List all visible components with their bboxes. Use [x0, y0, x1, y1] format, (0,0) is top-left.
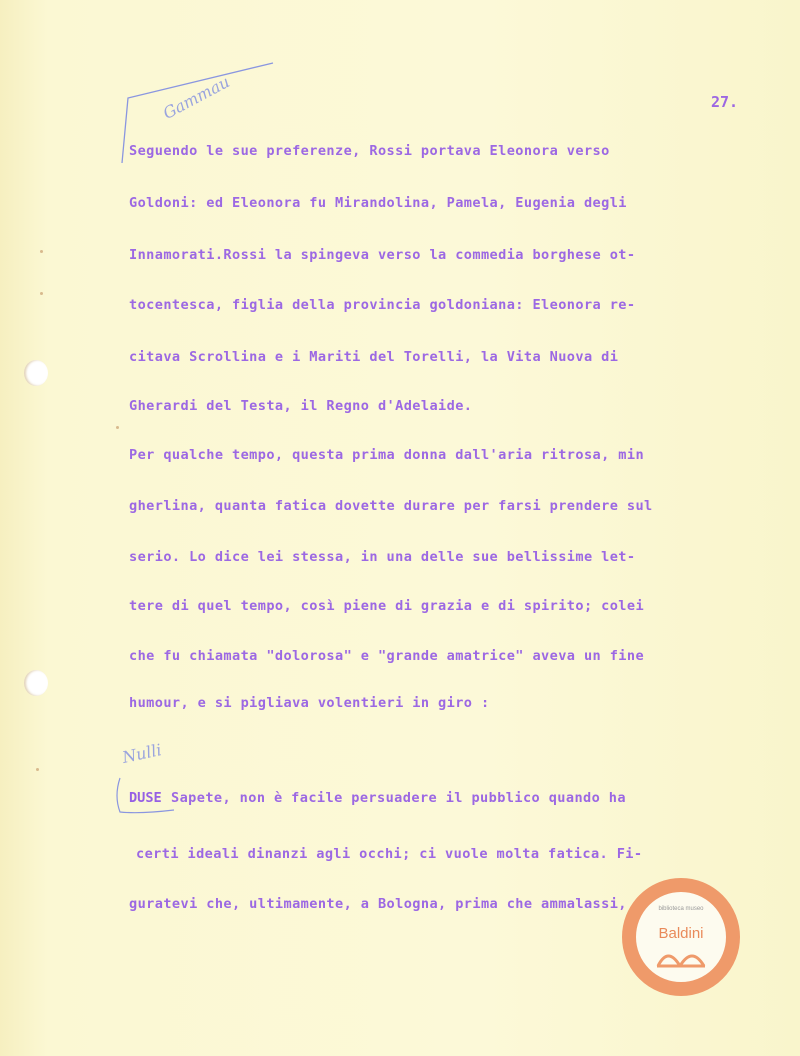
text-line: Gherardi del Testa, il Regno d'Adelaide. — [129, 398, 473, 414]
page-number: 27. — [711, 93, 739, 111]
text-line: Per qualche tempo, questa prima donna dall'aria ritrosa, min — [129, 447, 645, 463]
text-line: Innamorati.Rossi la spingeva verso la commedia borghese ot- — [129, 247, 636, 263]
stamp-subtext: biblioteca museo — [658, 906, 704, 912]
paper-speck — [36, 768, 39, 771]
punch-hole-bottom — [24, 670, 48, 696]
library-stamp — [622, 878, 740, 996]
punch-hole-top — [24, 360, 48, 386]
text-line: serio. Lo dice lei stessa, in una delle sue bellissime let- — [129, 549, 636, 565]
text-line: citava Scrollina e i Mariti del Torelli, la Vita Nuova di — [129, 349, 619, 365]
dialogue-line: Sapete, non è facile persuadere il pubblico quando ha — [171, 790, 626, 806]
speaker-name: DUSE — [129, 790, 162, 806]
text-line: gherlina, quanta fatica dovette durare per farsi prendere sul — [129, 498, 653, 514]
dialogue-line: certi ideali dinanzi agli occhi; ci vuole molta fatica. Fi- — [136, 846, 643, 862]
text-line: Seguendo le sue preferenze, Rossi portava Eleonora verso — [129, 143, 610, 159]
paper-speck — [40, 250, 43, 253]
text-line: che fu chiamata "dolorosa" e "grande amatrice" aveva un fine — [129, 648, 645, 664]
text-line: tocentesca, figlia della provincia goldoniana: Eleonora re- — [129, 297, 636, 313]
paper-speck — [116, 426, 119, 429]
text-line: tere di quel tempo, così piene di grazia e di spirito; colei — [129, 598, 645, 614]
handwritten-annotation-speaker: Nulli — [120, 740, 164, 767]
handwritten-annotation-top: Gammau — [159, 72, 233, 123]
book-logo-icon — [656, 946, 706, 968]
text-line: Goldoni: ed Eleonora fu Mirandolina, Pamela, Eugenia degli — [129, 195, 627, 211]
stamp-label: Baldini — [658, 925, 704, 942]
dialogue-line: guratevi che, ultimamente, a Bologna, prima che ammalassi, — [129, 896, 627, 912]
paper-speck — [40, 292, 43, 295]
text-line: humour, e si pigliava volentieri in giro : — [129, 695, 490, 711]
